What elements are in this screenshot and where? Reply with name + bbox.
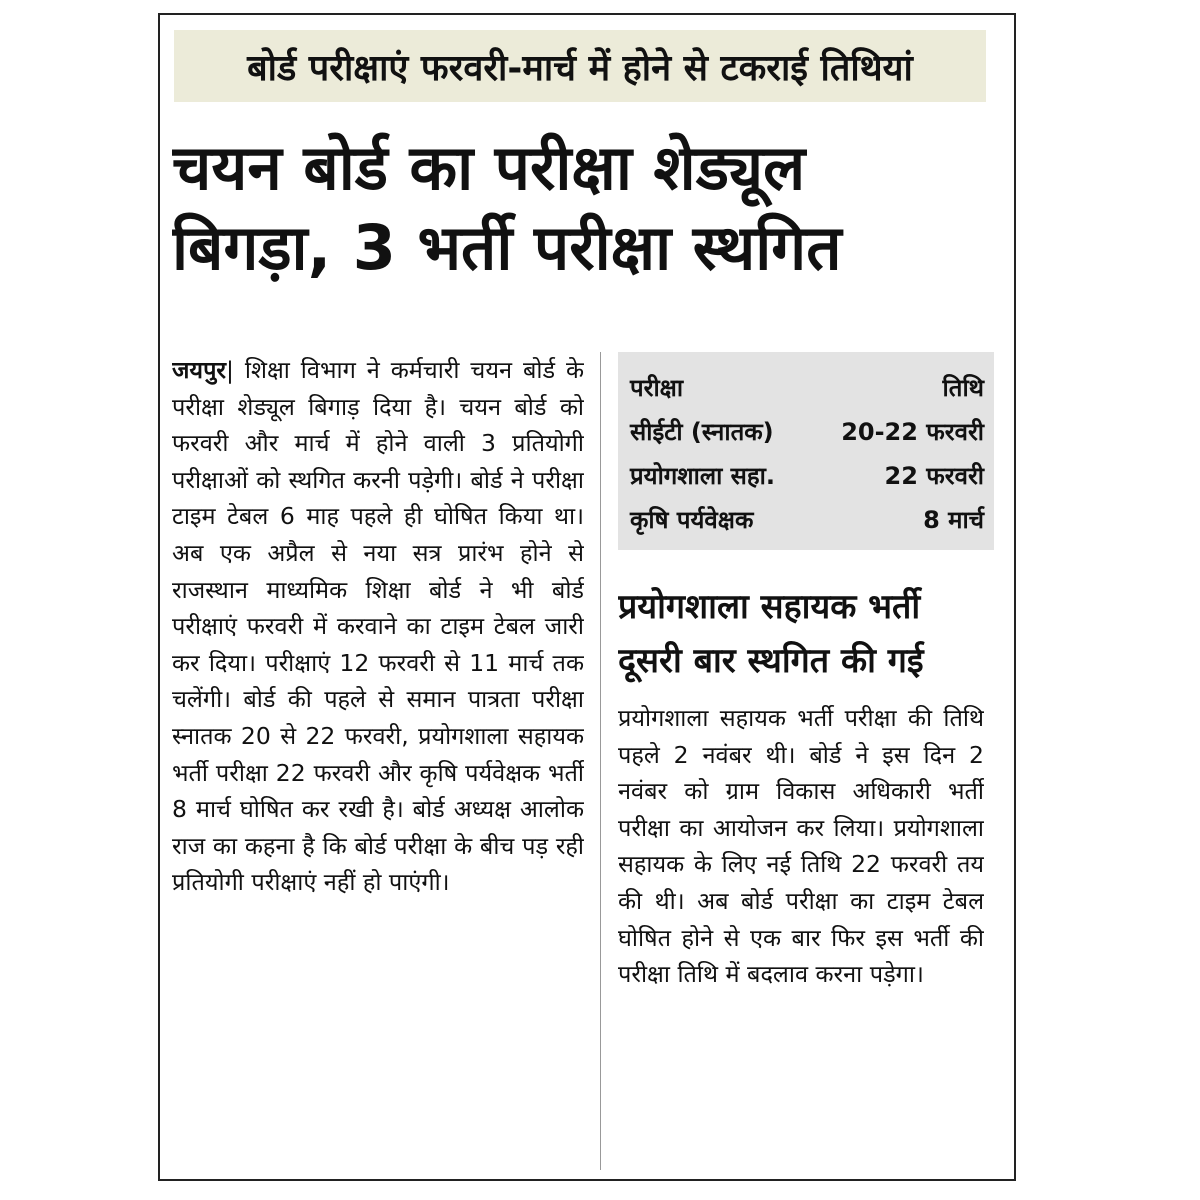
right-body-text: प्रयोगशाला सहायक भर्ती परीक्षा की तिथि पहले 2 नवंबर थी। बोर्ड ने इस दिन 2 नवंबर को ग्राम विकास अधिकारी भर्ती परीक्षा का आयोजन कर लिया। प्रयोगशाला सहायक के लिए नई तिथि 22 फरवरी तय की थी। अब बोर्ड परीक्षा का टाइम टेबल घोषित होने से एक बार फिर इस भर्ती की परीक्षा तिथि में बदलाव करना पड़ेगा। (618, 704, 984, 989)
schedule-exam-date: 8 मार्च (923, 506, 984, 534)
left-body-paragraph (172, 352, 584, 901)
schedule-exam-name: कृषि पर्यवेक्षक (630, 506, 754, 534)
dateline-separator: | (226, 356, 234, 384)
schedule-header-exam: परीक्षा (630, 374, 684, 402)
subheadline-line-1: प्रयोगशाला सहायक भर्ती (618, 587, 921, 627)
subheadline-line-2: दूसरी बार स्थगित की गई (618, 641, 924, 681)
right-column (618, 700, 984, 1175)
schedule-table (618, 352, 994, 550)
schedule-exam-name: प्रयोगशाला सहा. (630, 462, 775, 490)
schedule-header-date: तिथि (942, 374, 984, 402)
schedule-exam-name: सीईटी (स्नातक) (630, 418, 774, 446)
schedule-exam-date: 22 फरवरी (884, 462, 984, 490)
dateline: जयपुर (172, 356, 227, 384)
headline-line-2: बिगड़ा, 3 भर्ती परीक्षा स्थगित (172, 211, 842, 284)
kicker-text: बोर्ड परीक्षाएं फरवरी-मार्च में होने से टकराई तिथियां (247, 47, 913, 89)
headline-line-1: चयन बोर्ड का परीक्षा शेड्यूल (172, 131, 806, 204)
kicker-banner (174, 30, 986, 102)
column-divider (600, 352, 601, 1170)
left-body-text: शिक्षा विभाग ने कर्मचारी चयन बोर्ड के परीक्षा शेड्यूल बिगाड़ दिया है। चयन बोर्ड को फरवरी और मार्च में होने वाली 3 प्रतियोगी परीक्षाओं को स्थगित करनी पड़ेगी। बोर्ड ने परीक्षा टाइम टेबल 6 माह पहले ही घोषित किया था। अब एक अप्रैल से नया सत्र प्रारंभ होने से राजस्थान माध्यमिक शिक्षा बोर्ड ने भी बोर्ड परीक्षाएं फरवरी में करवाने का टाइम टेबल जारी कर दिया। परीक्षाएं 12 फरवरी से 11 मार्च तक चलेंगी। बोर्ड की पहले से समान पात्रता परीक्षा स्नातक 20 से 22 फरवरी, प्रयोगशाला सहायक भर्ती परीक्षा 22 फरवरी और कृषि पर्यवेक्षक भर्ती 8 मार्च घोषित कर रखी है। बोर्ड अध्यक्ष आलोक राज का कहना है कि बोर्ड परीक्षा के बीच पड़ रही प्रतियोगी परीक्षाएं नहीं हो पाएंगी। (172, 356, 584, 897)
headline (172, 128, 992, 288)
schedule-row (630, 454, 984, 498)
left-column (172, 352, 584, 1172)
schedule-row (630, 410, 984, 454)
schedule-table-header (630, 366, 984, 410)
subheadline (618, 580, 998, 688)
schedule-row (630, 498, 984, 542)
schedule-exam-date: 20-22 फरवरी (841, 418, 984, 446)
